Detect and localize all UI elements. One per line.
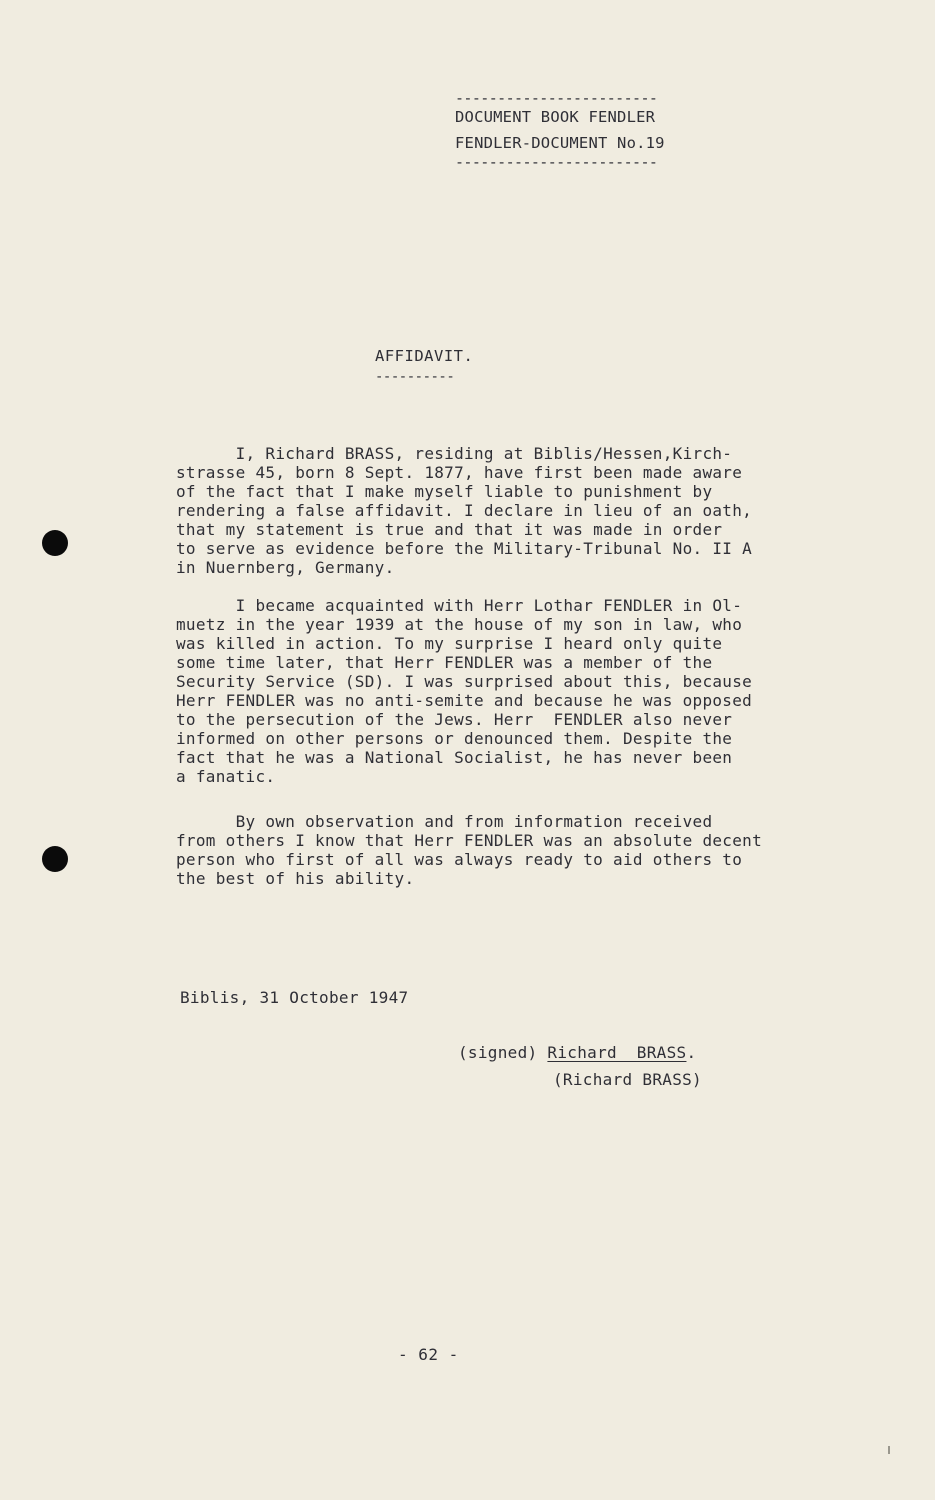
signature-line	[458, 1043, 696, 1062]
document-title: AFFIDAVIT.	[375, 347, 474, 365]
typed-signer-name: (Richard BRASS)	[553, 1070, 702, 1089]
page-number: - 62 -	[398, 1345, 459, 1364]
place-and-date: Biblis, 31 October 1947	[180, 988, 409, 1007]
paragraph-declaration: I, Richard BRASS, residing at Biblis/Hessen,Kirch- strasse 45, born 8 Sept. 1877, have first been made aware of the fact that I make myself liable to punishment by rendering a false affidavit. I declare in lieu of an oath, that my statement is true and that it was made in order to serve as evidence before the Military-Tribunal No. II A in Nuernberg, Germany.	[176, 444, 753, 577]
signed-prefix: (signed)	[458, 1043, 548, 1062]
paper-mark	[888, 1446, 890, 1454]
document-book-label: DOCUMENT BOOK FENDLER	[455, 108, 656, 126]
header-rule-bottom: ------------------------	[455, 156, 658, 168]
title-underline: ----------	[375, 369, 455, 385]
document-number-label: FENDLER-DOCUMENT No.19	[455, 134, 665, 152]
signature-name: Richard__BRASS	[547, 1043, 687, 1062]
punch-hole-icon	[42, 530, 68, 556]
punch-hole-icon	[42, 846, 68, 872]
paragraph-character: By own observation and from information received from others I know that Herr FENDLER was an absolute decent person who first of all was always ready to aid others to the best of his ability.	[176, 812, 763, 888]
header-rule-top: ------------------------	[455, 92, 658, 104]
signature-suffix: .	[686, 1043, 697, 1062]
paragraph-acquaintance: I became acquainted with Herr Lothar FENDLER in Ol- muetz in the year 1939 at the house of my son in law, who was killed in action. To my surprise I heard only quite some time later, that Herr FENDLER was a member of the Security Service (SD). I was surprised about this, because Herr FENDLER was no anti-semite and because he was opposed to the persecution of the Jews. Herr FENDLER also never informed on other persons or denounced them. Despite the fact that he was a National Socialist, he has never been a fanatic.	[176, 596, 753, 786]
document-header	[455, 92, 735, 168]
